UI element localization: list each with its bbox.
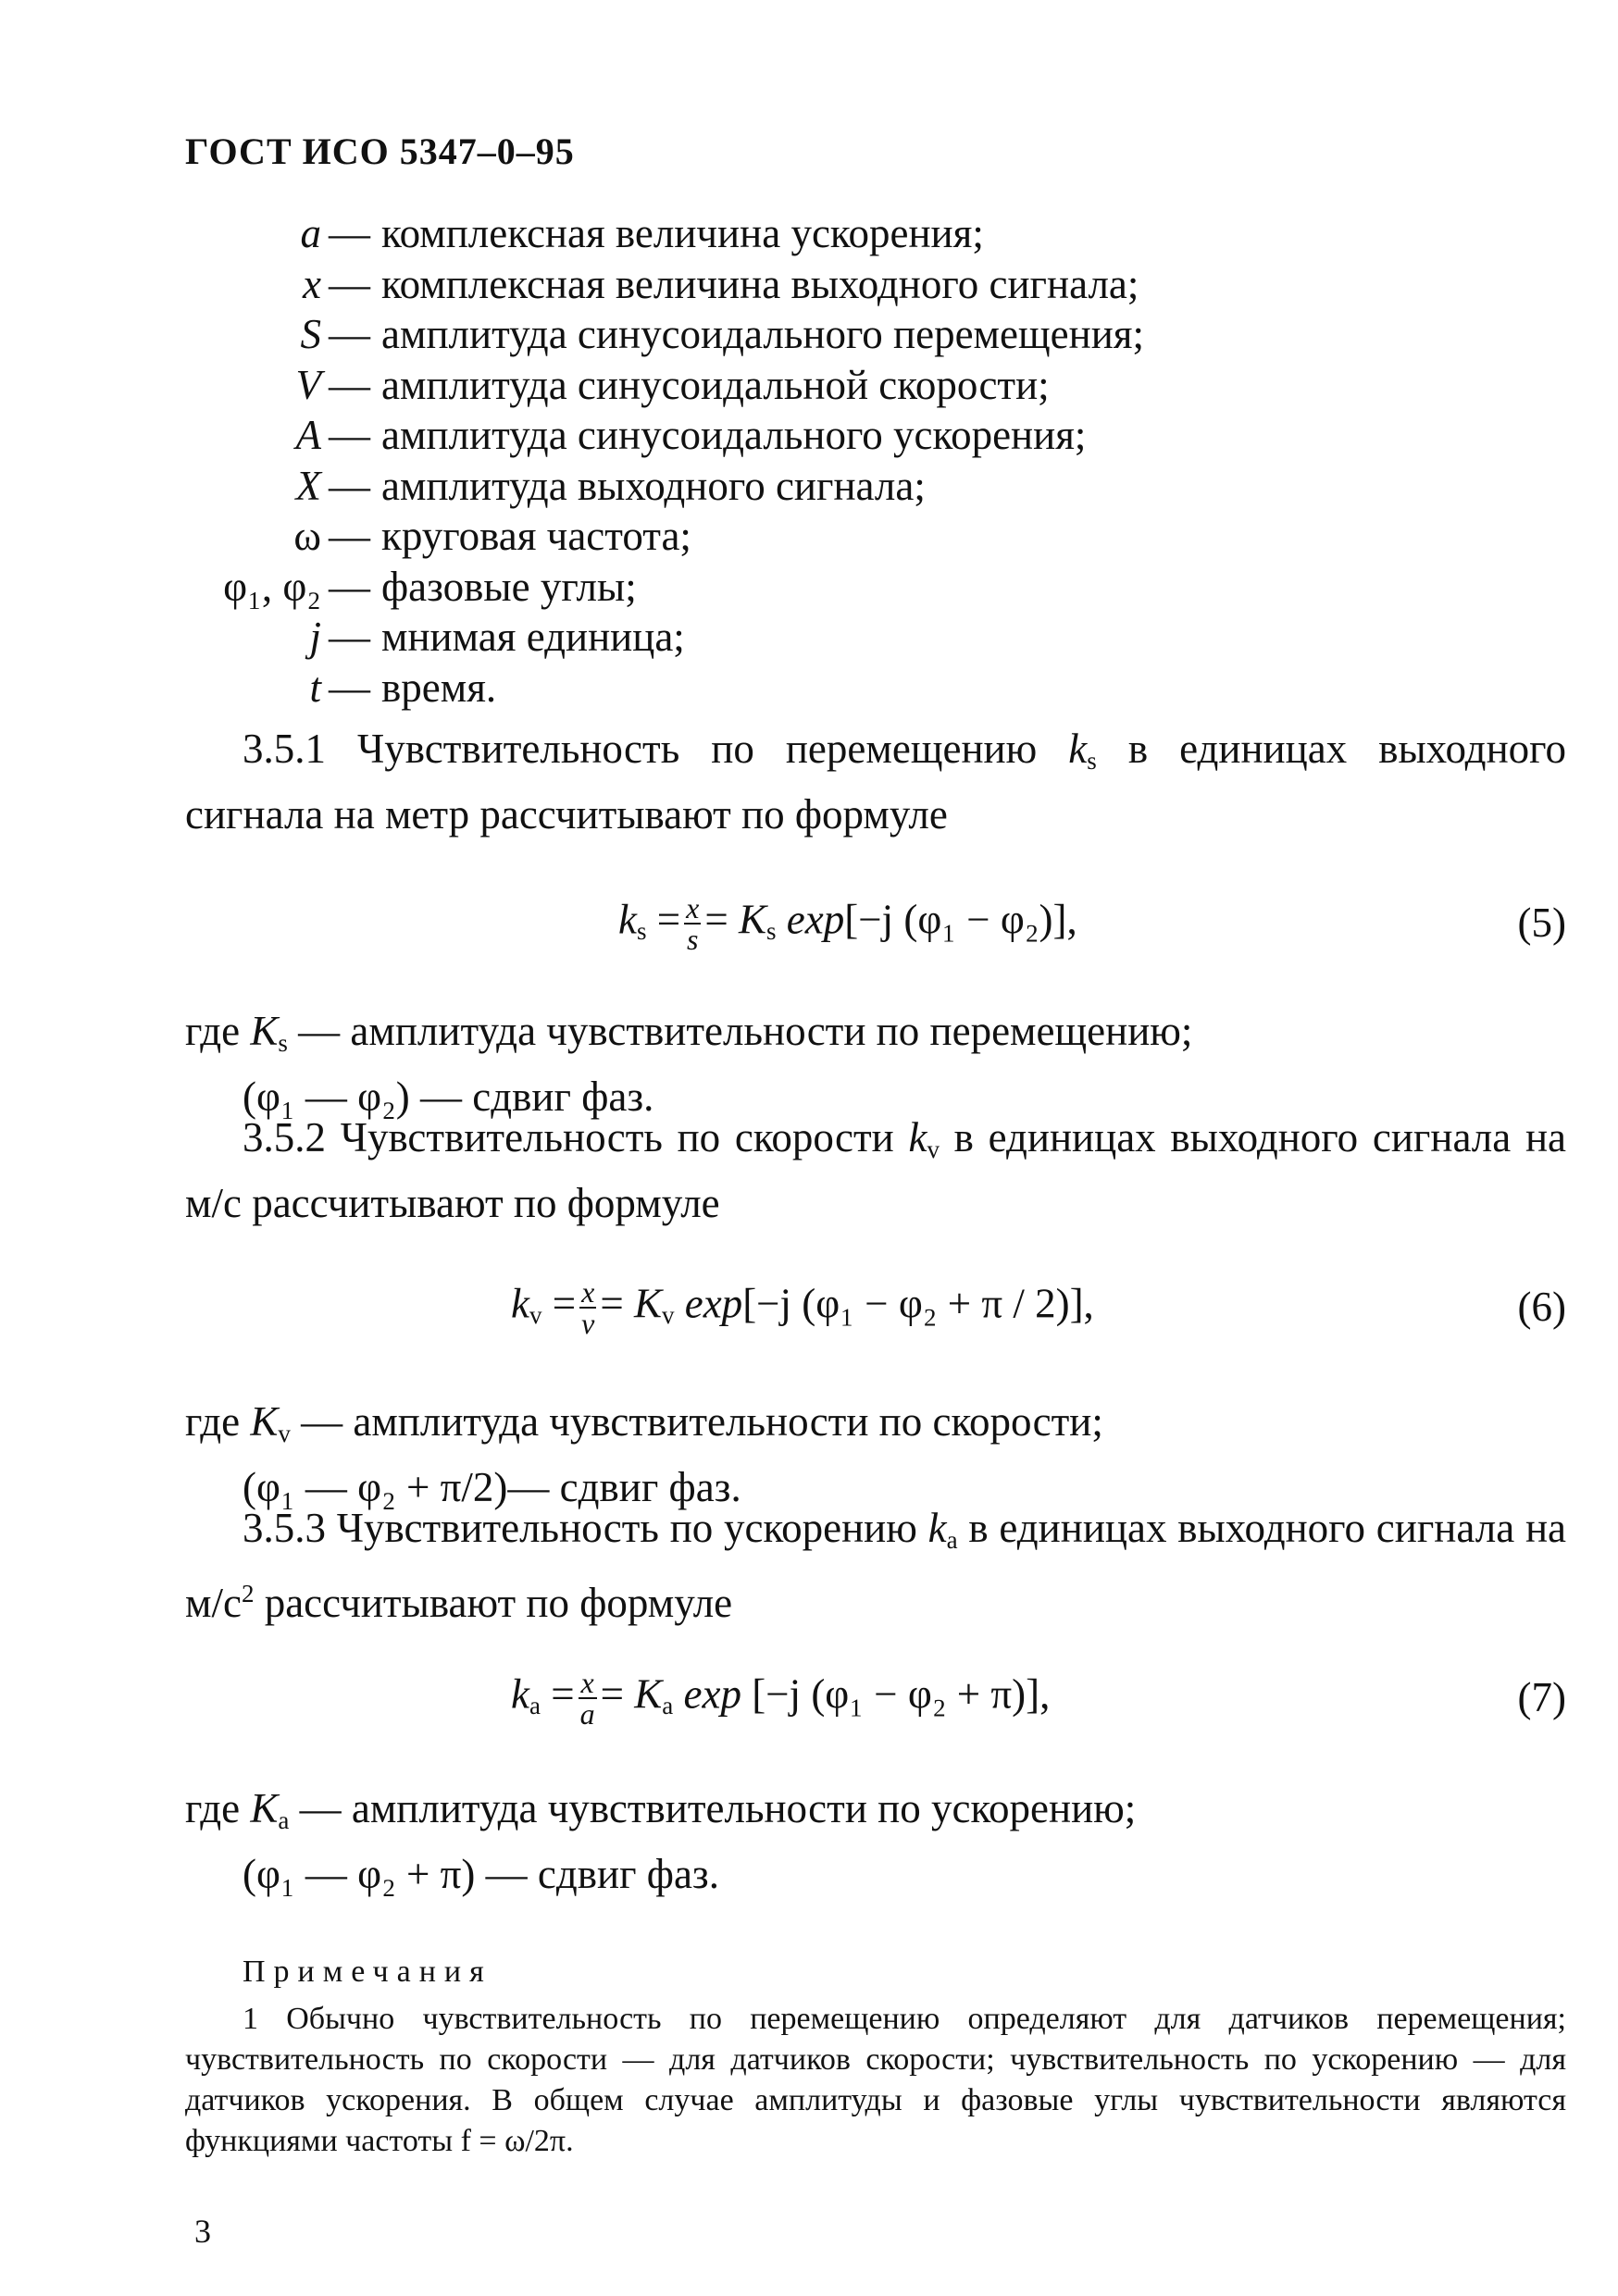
fraction-denominator: a [579,1697,595,1731]
fraction-denominator: s [687,923,699,956]
definition-dash: — [329,513,370,559]
math-function: exp [683,1670,741,1718]
definition-dash: — [329,563,370,610]
math-subscript: s [278,1028,288,1057]
equals-sign: = [600,1280,624,1327]
fraction-numerator: x [579,1668,597,1699]
text-run: в единицах выходного сигнала на м/с [185,1505,1566,1626]
definition-row [176,209,1472,260]
definition-row [176,310,1472,361]
formula-expression [618,893,1077,954]
formula-tail: [−j (φ₁ − φ₂ + π)], [752,1670,1051,1718]
math-function: exp [786,896,845,943]
formula-7 [185,1668,1566,1742]
definition-row [176,613,1472,664]
equals-sign: = [600,1670,624,1718]
math-subscript: v [661,1301,675,1330]
definition-symbol: ω [293,513,321,559]
math-symbol: K [633,1280,662,1327]
equals-sign: = [704,896,728,943]
text-run: где [185,1398,251,1445]
text-run: — амплитуда чувствительности по перемещению; [287,1008,1193,1054]
math-symbol: K [250,1785,279,1831]
formula-number: (6) [1517,1284,1566,1330]
text-run: 3.5.1 Чувствительность по перемещению [243,726,1069,772]
math-subscript: v [529,1301,542,1330]
math-superscript: 2 [241,1579,255,1607]
document-header: ГОСТ ИСО 5347–0–95 [185,130,575,172]
math-symbol: k [1068,726,1088,772]
definition-symbol: X [295,462,321,509]
definition-text: круговая частота; [381,513,691,559]
math-symbol: K [250,1398,279,1445]
where-line [185,1395,1103,1460]
definition-dash: — [329,614,370,660]
where-line-2: (φ₁ — φ₂ + π/2)— сдвиг фаз. [243,1463,741,1510]
definition-row [176,563,1472,614]
math-symbol: k [927,1505,947,1551]
where-block-5 [185,1004,1192,1123]
formula-tail: [−j (φ₁ − φ₂)], [844,896,1077,943]
where-line-2: (φ₁ — φ₂) — сдвиг фаз. [243,1073,654,1120]
math-symbol: K [634,1670,663,1718]
definition-text: амплитуда выходного сигнала; [381,462,926,509]
definition-row [176,512,1472,563]
definition-row [176,664,1472,714]
math-subscript: v [278,1419,291,1447]
definition-row [176,260,1472,311]
fraction-numerator: x [581,1275,595,1309]
math-subscript: v [927,1135,940,1163]
definition-dash: — [329,260,370,307]
definition-text: амплитуда синусоидального перемещения; [381,311,1144,357]
math-symbol: K [250,1008,279,1054]
text-run: в единицах выходного сигнала на м/с рассчитывают по формуле [185,1114,1566,1226]
definition-symbol: A [295,412,321,458]
equals-sign: = [656,896,681,943]
definition-text: комплексная величина ускорения; [381,210,984,256]
math-subscript: s [1087,746,1097,775]
definition-text: комплексная величина выходного сигнала; [381,260,1139,307]
section-3-5-1-text [185,722,1566,841]
text-run: рассчитывают по формуле [254,1579,733,1626]
definition-row [176,462,1472,513]
section-3-5-3-text [185,1501,1566,1630]
where-block-6 [185,1395,1103,1514]
fraction [579,1277,596,1338]
text-run: — амплитуда чувствительности по скорости; [290,1398,1103,1445]
notes-text: 1 Обычно чувствительность по перемещению определяют для датчиков перемещения; чувствительность по скорости — для датчиков скорости; чувствительность по ускорению — для датчиков ускорения. В общем случае амплитуды и фазовые углы чувствительности являются функциями частоты f = ω/2π. [185,2002,1566,2158]
section-3-5-2-text [185,1111,1566,1230]
definition-symbol: V [295,361,321,408]
formula-5 [185,893,1566,967]
text-run: 3.5.2 Чувствительность по скорости [243,1114,909,1160]
formula-6 [185,1277,1566,1351]
formula-number: (7) [1517,1674,1566,1720]
definition-symbol: x [303,260,321,307]
where-line-2: (φ₁ — φ₂ + π) — сдвиг фаз. [243,1850,719,1897]
definition-dash: — [329,664,370,711]
where-block-7 [185,1781,1136,1901]
fraction [579,1668,597,1729]
definition-symbol: t [309,664,321,711]
math-subscript: a [278,1806,290,1834]
definition-row [176,411,1472,462]
math-symbol: K [738,896,766,943]
definition-text: мнимая единица; [381,614,685,660]
math-subscript: s [636,917,647,946]
definition-dash: — [329,311,370,357]
math-symbol: k [908,1114,927,1160]
where-line [185,1004,1192,1070]
formula-tail: [−j (φ₁ − φ₂ + π / 2)], [742,1280,1094,1327]
text-run: в единицах выходного сигнала на метр рассчитывают по формуле [185,726,1566,838]
text-run: 3.5.3 Чувствительность по ускорению [243,1505,928,1551]
formula-expression [511,1668,1050,1729]
text-run: где [185,1785,251,1831]
formula-number: (5) [1517,900,1566,946]
math-symbol: k [511,1670,529,1718]
math-symbol: k [511,1280,529,1327]
definition-dash: — [329,210,370,256]
math-subscript: a [662,1692,674,1720]
fraction-numerator: x [686,891,700,925]
math-subscript: a [529,1692,541,1720]
text-run: — амплитуда чувствительности по ускорению; [289,1785,1137,1831]
page-number: 3 [194,2213,211,2250]
definition-dash: — [329,361,370,408]
equals-sign: = [551,1670,575,1718]
where-line [185,1781,1136,1847]
definition-text: фазовые углы; [381,563,637,610]
math-subscript: s [766,917,777,946]
definition-row [176,361,1472,412]
definition-symbol: φ₁, φ₂ [223,563,321,610]
formula-expression [511,1277,1094,1338]
math-function: exp [684,1280,743,1327]
equals-sign: = [552,1280,577,1327]
definition-text: амплитуда синусоидального ускорения; [381,412,1087,458]
notes-title: Примечания [243,1955,492,1989]
definition-symbol: a [300,210,321,256]
fraction-denominator: v [581,1307,595,1340]
symbol-definitions [176,209,1472,714]
definition-dash: — [329,462,370,509]
definition-text: амплитуда синусоидальной скорости; [381,361,1050,408]
definition-symbol: S [300,311,321,357]
definition-text: время. [381,664,497,711]
definition-symbol: j [309,614,321,660]
math-subscript: a [946,1525,958,1554]
text-run: где [185,1008,251,1054]
math-symbol: k [618,896,637,943]
fraction [684,893,701,954]
definition-dash: — [329,412,370,458]
